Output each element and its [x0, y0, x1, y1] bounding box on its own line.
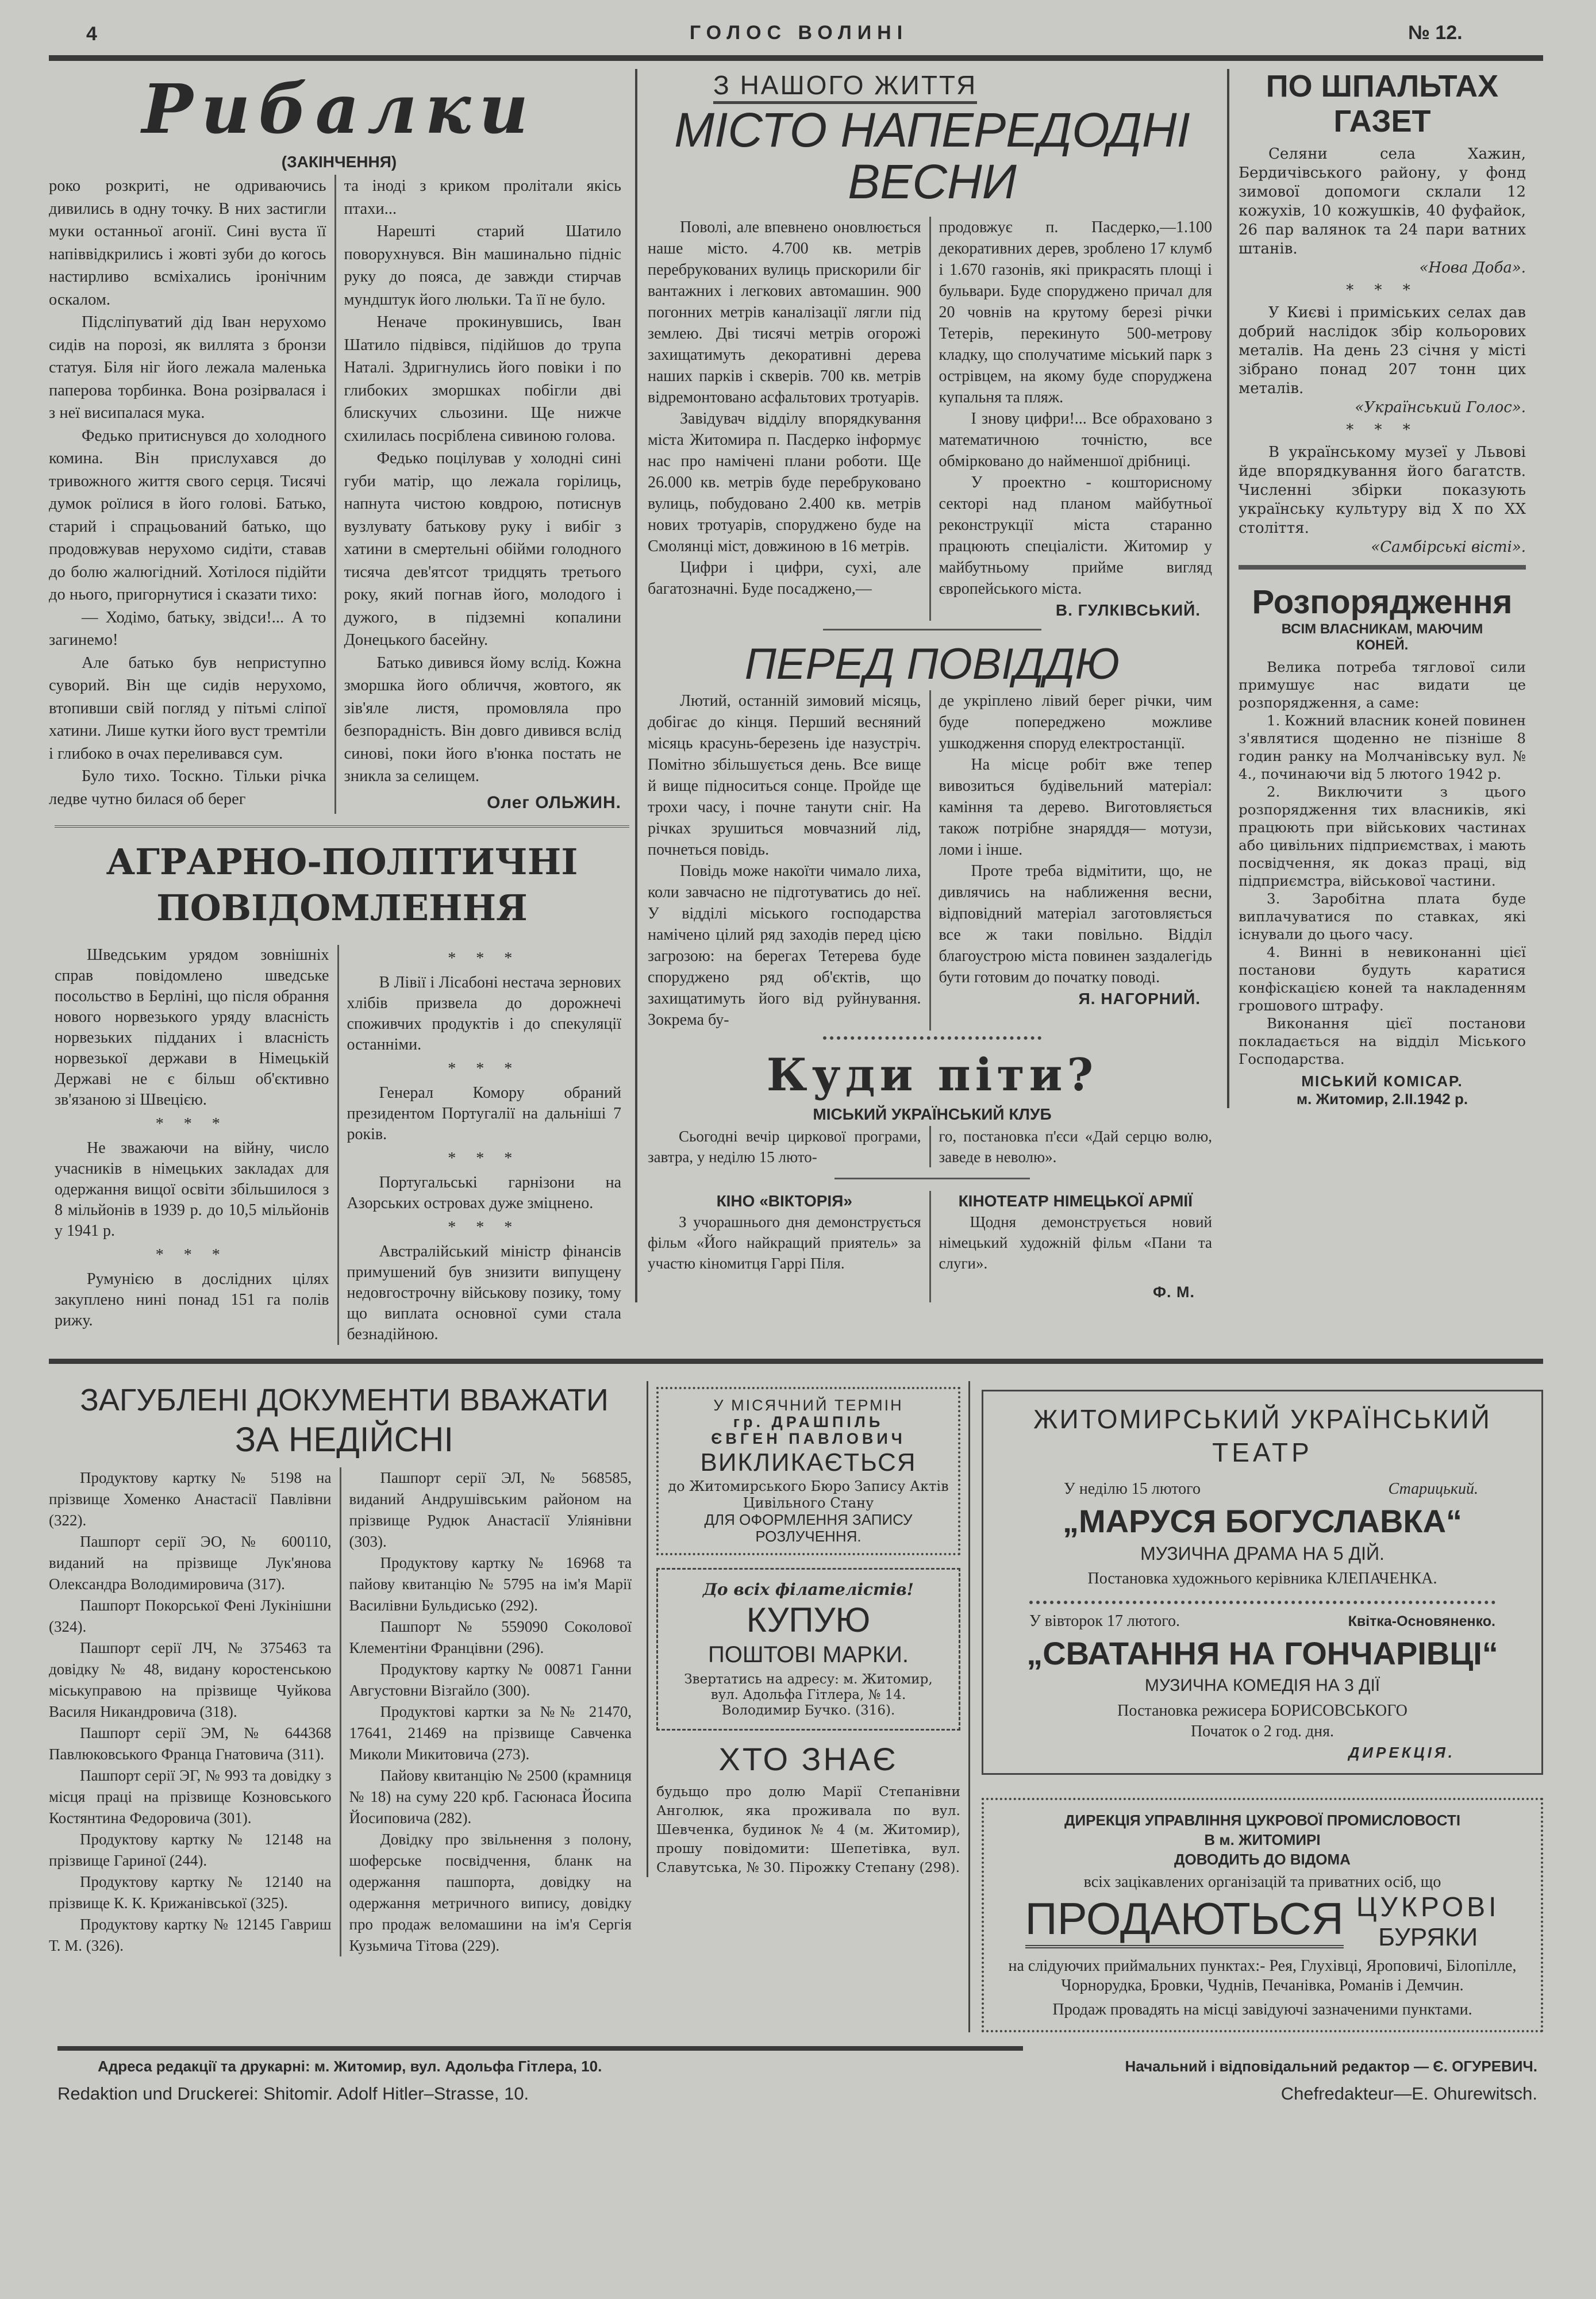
- article-column-right: [929, 217, 1221, 621]
- ad-theatre: [982, 1390, 1543, 1775]
- ad-sugar-beets: [982, 1798, 1543, 2032]
- section-rule: [49, 1359, 1543, 1364]
- paragraph: та іноді з криком пролітали якісь птахи...: [344, 177, 621, 218]
- club-text-right: [929, 1126, 1221, 1167]
- cinema-victoria: [644, 1191, 929, 1302]
- paragraph: Румунією в дослідних цілях закуплено нині понад 151 га полів рижу.: [55, 1270, 329, 1329]
- paragraph: Цифри і цифри, сухі, але багатозначні. Буде посаджено,—: [648, 559, 921, 598]
- show-date: У вівторок 17 лютого.: [1029, 1612, 1180, 1630]
- press-item-source: «Нова Доба».: [1419, 259, 1526, 276]
- article-author: Ф. М.: [1152, 1283, 1195, 1301]
- ad-line: В м. ЖИТОМИРІ: [1204, 1831, 1321, 1848]
- paragraph: Лютий, останній зимовий місяць, добігає до кінця. Перший весняний місяць красунь-березень іде назустріч. Помітно збільшується день. Все вище й вище підноситься сонце. Пройде ще трохи часу, і почне танути сніг. На річках зрушиться мовчазний лід, почнеться повідь.: [648, 692, 921, 859]
- ad-line: ЦУКРОВІ: [1356, 1892, 1500, 1923]
- footer-rule: [57, 2046, 1023, 2051]
- paragraph: Щодня демонструється новий німецький художній фільм «Пани та слуги».: [939, 1213, 1212, 1272]
- paragraph: го, постановка п'єси «Дай серцю волю, заведе в неволю».: [939, 1128, 1212, 1166]
- paragraph: Не зважаючи на війну, число учасників в німецьких закладах для одержання вищої освіти збільшилося з 8 мільйонів в 1939 р. до 10,5 мільйонів у 1941 р.: [55, 1139, 329, 1240]
- ornament-divider: [1029, 1601, 1495, 1604]
- paragraph: Пашпорт серії ЛЧ, № 375463 та довідку № 48, видану коростенською міськуправою на прізвище Чуйкова Василя Никандровича (318).: [49, 1639, 332, 1720]
- ad-line: ДИРЕКЦІЯ УПРАВЛІННЯ ЦУКРОВОЇ ПРОМИСЛОВОСТІ: [1064, 1812, 1461, 1829]
- separator: * * *: [448, 949, 521, 967]
- press-review: [1239, 69, 1526, 570]
- paragraph: Продуктову картку № 16968 та пайову квитанцію № 5795 на ім'я Марії Василівни Бульдисько (292).: [349, 1554, 632, 1614]
- club-text-left: [644, 1126, 929, 1167]
- section-title: ЗА НЕДІЙСНІ: [234, 1420, 454, 1459]
- ad-line: гр. ДРАШПІЛЬ: [733, 1413, 884, 1431]
- separator: * * *: [448, 1218, 521, 1236]
- order-horses: [1239, 583, 1526, 1108]
- article-author: В. ГУЛКІВСЬКИЙ.: [1055, 601, 1201, 619]
- article-column-right: [929, 690, 1221, 1031]
- press-item-text: В українському музеї у Львові йде впорядкування його багатств. Численні збірки показують українську культуру від X по XX століття.: [1239, 444, 1526, 537]
- ad-line: ПОШТОВІ МАРКИ.: [707, 1642, 909, 1667]
- footer-editor-de: Chefredakteur—E. Ohurewitsch.: [1280, 2083, 1537, 2104]
- ad-line: ДЛЯ ОФОРМЛЕННЯ ЗАПИСУ РОЗЛУЧЕННЯ.: [704, 1511, 913, 1545]
- where-to-go: [644, 1048, 1220, 1302]
- paragraph: Пашпорт серії ЭГ, № 993 та довідку з місця праці на прізвище Козновського Костянтина Федоровича (301).: [49, 1767, 332, 1827]
- paragraph: Неначе прокинувшись, Іван Шатило підвівся, підійшов до трупа Наталі. Здригнулись його повіки і по глибоких зморшках побігли дві блискучих сльозини. Ще нижче схилилась посріблена сивиною голова.: [344, 313, 621, 445]
- show-author: Старицький.: [1388, 1480, 1478, 1498]
- agrarian-column-left: [55, 945, 337, 1345]
- section-title: АГРАРНО-ПОЛІТИЧНІ: [106, 841, 578, 883]
- ad-headline: ХТО ЗНАЄ: [718, 1741, 898, 1777]
- ad-headline: ПРОДАЮТЬСЯ: [1025, 1892, 1344, 1948]
- paragraph: Продуктову картку № 12148 на прізвище Гариної (244).: [49, 1831, 332, 1869]
- ad-summons: [656, 1387, 960, 1555]
- separator: * * *: [448, 1150, 521, 1167]
- article-title: ВЕСНИ: [848, 155, 1017, 209]
- paragraph: продовжує п. Пасдерко,—1.100 декоративних дерев, зроблено 17 клумб і 1.670 газонів, які прикрасять площі і бульвари. Буде споруджено причал для 20 човнів на крутому березі річки Тетерів, перекинуто 500-метрову кладку, що сполучатиме міський парк з острівцем, на якому буде споруджена купальня та пляж.: [939, 218, 1212, 406]
- rubric: З НАШОГО ЖИТТЯ: [713, 69, 977, 104]
- paragraph: Велика потреба тяглової сили примушує нас видати це розпорядження, а саме:: [1239, 659, 1526, 711]
- ad-headline: ВИКЛИКАЄТЬСЯ: [700, 1448, 917, 1477]
- ornament-divider: [823, 1036, 1041, 1040]
- paragraph: Пайову квитанцію № 2500 (крамниця № 18) на суму 220 крб. Гасюнаса Йосипа Йосиповича (282).: [349, 1767, 632, 1827]
- lost-documents: [49, 1381, 647, 1956]
- show-date: У неділю 15 лютого: [1064, 1480, 1201, 1498]
- paragraph: роко розкриті, не одриваючись дивились в одну точку. В них застигли муки останньої агонії. Сині вуста її напіввідкрились і жовті зуби до когось настирливо всміхались іронічним оскалом.: [49, 177, 326, 309]
- article-city-before-spring: [644, 69, 1220, 631]
- separator: * * *: [1346, 282, 1418, 299]
- paragraph: Але батько був неприступно суворий. Він ще сидів нерухомо, втопивши свій погляд у пітьмі сліпої хатини. Лише кутки його вуст тремтіли і глибоко в очах переливався сум.: [49, 653, 326, 763]
- ad-headline: КУПУЮ: [746, 1601, 871, 1639]
- ad-line: У МІСЯЧНИЙ ТЕРМІН: [713, 1397, 903, 1414]
- paragraph: будьщо про долю Марії Степанівни Анголюк, яка проживала по вул. Шевченка, будинок № 4 (м. Житомир), прошу повідомити: Шепетівка, вул. Славутська, № 30. Пірожку Степану (298).: [656, 1783, 960, 1875]
- paragraph: Федько поцілував у холодні сині губи матір, що лежала горілиць, напнута чистою ковдрою, потиснув вузлувату батькову руку і вибіг з хатини в смертельні обійми голодного тисяча дев'ятсот тридцять третього року, який погнав його, молодого і дужого, в підземні копалини Донецького басейну.: [344, 449, 621, 649]
- paragraph: На місце робіт вже тепер вивозиться будівельний матеріал: каміння та дерево. Виготовляється також потрібне знаряддя— мотузи, ломи і інше.: [939, 756, 1212, 859]
- divider: [823, 629, 1041, 631]
- article-column-left: [644, 217, 929, 621]
- paragraph: Пашпорт серії ЭЛ, № 568585, виданий Андрушівським районом на прізвище Рудюк Анастасії Уліянівни (303).: [349, 1469, 632, 1550]
- ad-line: до Житомирського Бюро Запису Актів Цивільного Стану: [668, 1478, 949, 1511]
- press-item-text: У Києві і приміських селах дав добрий наслідок збір кольорових металів. На день 23 січня у місті зібрано понад 207 тонн цих металів.: [1239, 304, 1526, 397]
- lost-docs-column-left: [49, 1467, 340, 1956]
- press-item-text: Селяни села Хажин, Бердичівського району, у фонд зимової допомоги склали 12 кожухів, 10 кожушків, 40 фуфайок, 26 пар валянок та 24 пари ватних штанів.: [1239, 145, 1526, 257]
- paragraph: Генерал Комору обраний президентом Португалії на дальніші 7 років.: [347, 1084, 621, 1143]
- footer-address-ua: Адреса редакції та друкарні: м. Житомир, вул. Адольфа Гітлера, 10.: [98, 2058, 602, 2075]
- show-genre: МУЗИЧНА КОМЕДІЯ НА 3 ДІЇ: [1144, 1676, 1380, 1695]
- story-subtitle: (ЗАКІНЧЕННЯ): [281, 153, 397, 171]
- newspaper-title: ГОЛОС ВОЛИНІ: [689, 22, 909, 44]
- show-genre: МУЗИЧНА ДРАМА НА 5 ДІЙ.: [1140, 1543, 1385, 1564]
- column-3: [1227, 69, 1543, 1108]
- order-subtitle: ВСІМ ВЛАСНИКАМ, МАЮЧИМ КОНЕЙ.: [1281, 621, 1483, 653]
- ad-line: на слідуючих приймальних пунктах:- Рея, Глухівці, Яроповичі, Білопілле, Чорнорудка, Бровки, Чуднів, Печанівка, Романів і Демчин.: [1008, 1957, 1517, 1994]
- show-start: Початок о 2 год. дня.: [1190, 1723, 1335, 1740]
- paragraph: Шведським урядом зовнішніх справ повідомлено шведське посольство в Берліні, що після обрання нового норвезького уряду власність норвезьких підданих і власність норвезької держави в Німецькій Державі не є більш об'єктивно зв'язаною зі Швецією.: [55, 946, 329, 1109]
- paragraph: І знову цифри!... Все обраховано з математичною точністю, все обмірковано до найменшої дрібниці.: [939, 410, 1212, 470]
- column-1: [49, 69, 635, 1345]
- story-title: Рибалки: [141, 69, 537, 149]
- footer-row-de: [49, 2083, 1543, 2104]
- show-name: „СВАТАННЯ НА ГОНЧАРІВЦІ“: [1026, 1635, 1498, 1671]
- order-signature: МІСЬКИЙ КОМІСАР.: [1301, 1072, 1463, 1090]
- section-title: ПОВІДОМЛЕННЯ: [156, 887, 528, 929]
- divider: [834, 1178, 1030, 1179]
- theatre-title: ТЕАТР: [1212, 1437, 1313, 1467]
- cinema-german-army: [929, 1191, 1221, 1302]
- paragraph: Пашпорт Покорської Фені Лукінішни (324).: [49, 1597, 332, 1635]
- paragraph: Було тихо. Тоскно. Тільки річка ледве чутно билася об берег: [49, 767, 326, 808]
- story-column-left: [49, 175, 334, 814]
- footer-row-ua: [49, 2058, 1543, 2075]
- paragraph: Пашпорт № 559090 Соколової Клементіни Францівни (296).: [349, 1618, 632, 1656]
- paragraph: 3. Заробітна плата буде виплачуватися по ставках, які існували до цього часу.: [1239, 890, 1526, 943]
- press-item-source: «Самбірські вісті».: [1371, 539, 1526, 556]
- story-author: Олег ОЛЬЖИН.: [487, 793, 621, 812]
- ad-stamps: [656, 1568, 960, 1731]
- paragraph: Продуктові картки за №№ 21470, 17641, 21469 на прізвище Савченка Миколи Микитовича (273).: [349, 1703, 632, 1763]
- paragraph: Батько дивився йому вслід. Кожна зморшка його обличчя, жовтого, як зів'яле листя, промовляла про безпорадність. Він довго дивився вслід синові, поки його в'юнка постать не зникла за селищем.: [344, 653, 621, 785]
- headline-side: [1356, 1892, 1500, 1952]
- paragraph: Продуктову картку № 5198 на прізвище Хоменко Анастасії Павлівни (322).: [49, 1469, 332, 1529]
- paragraph: В Лівії і Лісабоні нестача зернових хлібів призвела до дорожнечі споживчих продуктів і до спекуляції останніми.: [347, 974, 621, 1054]
- paragraph: Продуктову картку № 12140 на прізвище К. К. Крижанівської (325).: [49, 1873, 332, 1912]
- paragraph: Поволі, але впевнено оновлюється наше місто. 4.700 кв. метрів перебрукованих вулиць прискорили біг вантажних і легкових автомашин. 900 погонних метрів каналізації лягли під землею. Дві тисячі метрів огорожі захищатимуть декоративні дерева наших парків і скверів. 700 кв. метрів відремонтовано асфальтових тротуарів.: [648, 218, 921, 406]
- paragraph: 1. Кожний власник коней повинен з'являтися щоденно не пізніше 8 годин ранку на Молчанівську вул. № 4., починаючи від 5 лютого 1942 р.: [1239, 712, 1526, 782]
- order-body: [1239, 658, 1526, 1068]
- separator: * * *: [448, 1060, 521, 1078]
- divider: [1239, 565, 1526, 570]
- agrarian-column-right: [337, 945, 630, 1345]
- paragraph: Виконання цієї постанови покладається на відділ Міського Господарства.: [1239, 1015, 1526, 1067]
- agrarian-news: [55, 825, 629, 1345]
- separator: * * *: [155, 1246, 228, 1264]
- bottom-section: [49, 1381, 1543, 2032]
- paragraph: Федько притиснувся до холодного комина. Він прислухався до тривожного життя свого серця. Тисячі думок роїлися в його голові. Батько, старий і спрацьований батько, що продовжував нерухомо сидіти, ставав до болю жалюгідний. Хотілося підійти до нього, пригорнутися і сказати тихо:: [49, 426, 326, 603]
- ad-line: ДОВОДИТЬ ДО ВІДОМА: [1174, 1851, 1351, 1868]
- paragraph: — Ходімо, батьку, звідси!... А то загинемо!: [49, 608, 326, 649]
- article-title: МІСТО НАПЕРЕДОДНІ: [674, 103, 1190, 157]
- order-place-date: м. Житомир, 2.II.1942 р.: [1296, 1090, 1468, 1108]
- paragraph: У проектно - кошторисному секторі над планом майбутньої реконструкції міста старанно працюють спеціалісти. Житомир у майбутньому прийме вигляд європейського міста.: [939, 474, 1212, 598]
- ad-line: До всіх філателістів!: [703, 1580, 914, 1599]
- story-column-right: [334, 175, 630, 814]
- article-column-left: [644, 690, 929, 1031]
- paragraph: де укріплено лівий берег річки, чим буде попереджено можливе ушкодження споруд електростанції.: [939, 692, 1212, 752]
- paragraph: Пашпорт серії ЭМ, № 644368 Павлюковського Франца Гнатовича (311).: [49, 1724, 332, 1763]
- column-2: [635, 69, 1227, 1302]
- story-column-right-text: [344, 175, 622, 788]
- article-before-flood: [644, 639, 1220, 1040]
- order-title: Розпорядження: [1252, 583, 1513, 621]
- cinema-title: КІНОТЕАТР НІМЕЦЬКОЇ АРМІЇ: [958, 1192, 1193, 1210]
- story-rybalky: [49, 69, 635, 814]
- issue-number: № 12.: [1408, 22, 1463, 44]
- theatre-title: ЖИТОМИРСЬКИЙ УКРАЇНСЬКИЙ: [1033, 1404, 1491, 1434]
- press-items: [1239, 145, 1526, 557]
- separator: * * *: [155, 1115, 228, 1133]
- show-name: „МАРУСЯ БОГУСЛАВКА“: [1062, 1503, 1463, 1539]
- paragraph: Проте треба відмітити, що, не дивлячись на наближення весни, відповідний матеріал заготовляється все ж таки повільно. Відділ благоустрою міста повинен заздалегідь бути готовим до початку поводі.: [939, 862, 1212, 986]
- show-header: [983, 1468, 1541, 1500]
- ad-line: ЄВГЕН ПАВЛОВИЧ: [711, 1430, 906, 1447]
- show-author: Квітка-Основяненко.: [1348, 1613, 1495, 1629]
- paragraph: Довідку про звільнення з полону, шоферське посвідчення, бланк на одержання пашпорта, довідку на одержання метричного випису, довідку про продаж веломашини на ім'я Сергія Кузьмича Тітова (229).: [349, 1831, 632, 1954]
- show-staging: Постановка режисера БОРИСОВСЬКОГО: [1117, 1702, 1407, 1720]
- ads-column-right: [968, 1381, 1543, 2032]
- footer-address-de: Redaktion und Druckerei: Shitomir. Adolf Hitler–Strasse, 10.: [57, 2083, 529, 2104]
- press-item-source: «Український Голос».: [1355, 399, 1526, 416]
- article-column-right-text: [939, 690, 1213, 988]
- ads-column: [647, 1381, 968, 1877]
- club-title: МІСЬКИЙ УКРАЇНСЬКИЙ КЛУБ: [813, 1105, 1052, 1123]
- section-title: ЗАГУБЛЕНІ ДОКУМЕНТИ ВВАЖАТИ: [80, 1383, 609, 1417]
- paragraph: Португальські гарнізони на Азорських островах дуже зміцнено.: [347, 1174, 621, 1212]
- paragraph: З учорашнього дня демонструється фільм «Його найкращий приятель» за участю кіномитця Гаррі Піля.: [648, 1213, 921, 1272]
- article-column-right-text: [939, 217, 1213, 599]
- lost-docs-column-right: [340, 1467, 640, 1956]
- section-title: Куди піти?: [766, 1049, 1098, 1101]
- ad-line: БУРЯКИ: [1378, 1923, 1478, 1951]
- footer-editor-ua: Начальний і відповідальний редактор — Є. ОГУРЕВИЧ.: [1125, 2058, 1537, 2075]
- show-header: [983, 1611, 1541, 1632]
- paragraph: Сьогодні вечір циркової програми, завтра, у неділю 15 люто-: [648, 1128, 921, 1166]
- paragraph: Завідувач відділу впорядкування міста Житомира п. Пасдерко інформує нас про намічені плани роботи. Ще 26.000 кв. метрів буде перебруковано вулиць, побудовано 2.400 кв. метрів нових тротуарів, споруджено буде на Смолянці міст, довжиною в 16 метрів.: [648, 410, 921, 555]
- ad-line: всіх зацікавлених організацій та приватних осіб, що: [1083, 1873, 1441, 1891]
- sugar-headline: [984, 1892, 1541, 1952]
- show-staging: Постановка художнього керівника КЛЕПАЧЕНКА.: [1087, 1570, 1437, 1587]
- paragraph: Повідь може накоїти чимало лиха, коли завчасно не підготуватись до неї. У відділі міського господарства намічено цілий ряд заходів перед цією загрозою: на берегах Тетерева буде споруджено ряд об'єктів, що захищатимуть його від руйнування. Зокрема бу-: [648, 862, 921, 1029]
- theatre-signature: ДИРЕКЦІЯ.: [1348, 1744, 1455, 1761]
- article-author: Я. НАГОРНИЙ.: [1078, 990, 1201, 1008]
- paragraph: 2. Виключити з цього розпорядження тих власників, які працюють при військових частинах або цивільних підприємствах, і мають посвідчення, як доказ праці, від підприємстра, військової частини.: [1239, 783, 1526, 889]
- paragraph: Підсліпуватий дід Іван нерухомо сидів на порозі, як виллята з бронзи статуя. Біля ніг його лежала маленька паперова торбинка. Вона розірвалася і з неї висипалася мука.: [49, 313, 326, 422]
- ad-line: Звертатись на адресу: м. Житомир, вул. Адольфа Гітлера, № 14. Володимир Бучко. (316).: [684, 1672, 933, 1718]
- section-title: ГАЗЕТ: [1333, 104, 1431, 139]
- separator: * * *: [1346, 421, 1418, 439]
- header-rule: [49, 55, 1543, 61]
- top-section: [49, 69, 1543, 1345]
- ad-line: Продаж провадять на місці завідуючі зазначеними пунктами.: [1052, 2001, 1472, 2019]
- article-title: ПЕРЕД ПОВІДДЮ: [744, 640, 1120, 689]
- paragraph: Нарешті старий Шатило поворухнувся. Він машинально підніс руку до пояса, де завжди стирчав мундштук його люльки. Та її не було.: [344, 222, 621, 309]
- page-number: 4: [86, 23, 97, 45]
- paragraph: Продуктову картку № 12145 Гавриш Т. М. (326).: [49, 1916, 332, 1954]
- paragraph: Продуктову картку № 00871 Ганни Августовни Візгайло (300).: [349, 1660, 632, 1699]
- section-title: ПО ШПАЛЬТАХ: [1266, 69, 1499, 103]
- paragraph: 4. Винні в невиконанні цієї постанови будуть каратися конфіскацією коней та накладенням грошового штрафу.: [1239, 944, 1526, 1014]
- paragraph: Австралійський міністр фінансів примушений був знизити випущену недовгострочну військову позику, тому що виплата основної суми стала безнадійною.: [347, 1243, 621, 1343]
- cinema-title: КІНО «ВІКТОРІЯ»: [716, 1192, 852, 1210]
- ad-who-knows: [656, 1736, 960, 1877]
- paragraph: Пашпорт серії ЭО, № 600110, виданий на прізвище Лук'янова Олександра Володимировича (317).: [49, 1533, 332, 1593]
